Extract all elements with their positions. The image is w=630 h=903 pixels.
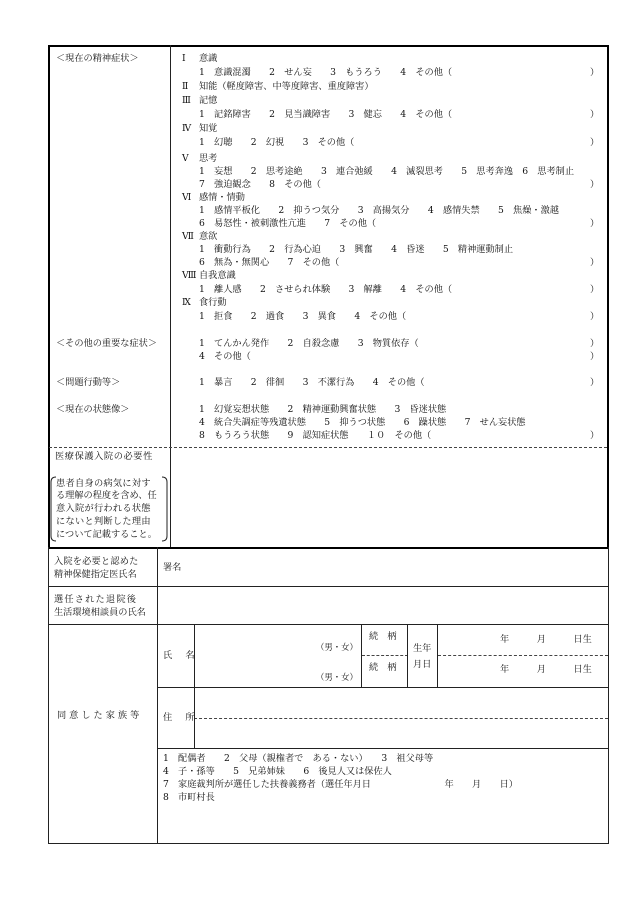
close-paren: ） <box>590 257 600 268</box>
necessity-note-1: 患者自身の病気に対す <box>56 478 151 489</box>
section-title-1: 意識 <box>199 53 218 64</box>
section-title-7: 意欲 <box>199 231 218 242</box>
birth-divider <box>437 624 438 687</box>
family-name-label: 氏 名 <box>163 650 197 661</box>
memory-options: 1 記銘障害 2 見当識障害 3 健忘 4 その他（ <box>199 109 453 120</box>
necessity-note-3: 意入院が行われる状態 <box>56 503 151 514</box>
row-divider-counselor <box>48 624 609 625</box>
close-paren: ） <box>590 109 600 120</box>
section-num-3: Ⅲ <box>182 95 191 106</box>
volition-options-a: 1 衝動行為 2 行為心迫 3 興奮 4 昏迷 5 精神運動制止 <box>199 244 514 255</box>
family-option-2: 4 子・孫等 5 兄弟姉妹 6 後見人又は保佐人 <box>163 766 392 777</box>
family-sex-1[interactable]: （男・女） <box>316 642 358 652</box>
close-paren: ） <box>590 430 600 441</box>
necessity-note-5: について記載すること。 <box>56 529 157 540</box>
counselor-label-1: 選任された退院後 <box>54 594 138 605</box>
family-label: 同意した家族等 <box>57 710 143 721</box>
section-num-6: Ⅵ <box>182 192 192 203</box>
section-num-9: Ⅸ <box>182 297 191 308</box>
other-symptoms-line-1: 1 てんかん発作 2 自殺念慮 3 物質依存（ <box>199 338 419 349</box>
necessity-note-2: る理解の程度を含め、任 <box>56 490 157 501</box>
relation-left-divider <box>361 624 362 687</box>
close-paren: ） <box>590 377 600 388</box>
family-relation-2: 続 柄 <box>369 662 397 673</box>
close-paren: ） <box>590 179 600 190</box>
close-paren: ） <box>590 284 600 295</box>
eating-options: 1 拒食 2 過食 3 異食 4 その他（ <box>199 311 407 322</box>
close-paren: ） <box>590 311 600 322</box>
perception-options: 1 幻聴 2 幻視 3 その他（ <box>199 137 355 148</box>
section-title-4: 知覚 <box>199 123 218 134</box>
doctor-sign-label: 署名 <box>163 562 182 573</box>
section-title-3: 記憶 <box>199 95 218 106</box>
doctor-label-2: 精神保健指定医氏名 <box>54 569 137 580</box>
section-title-6: 感情・情動 <box>199 192 245 203</box>
self-awareness-options: 1 離人感 2 させられ体験 3 解離 4 その他（ <box>199 284 453 295</box>
family-address-field[interactable] <box>197 690 605 746</box>
family-option-4: 8 市町村長 <box>163 792 215 803</box>
doctor-label-1: 入院を必要と認めた <box>54 556 139 567</box>
behavior-options: 1 暴言 2 徘徊 3 不潔行為 4 その他（ <box>199 377 425 388</box>
birth-dashed-line <box>438 655 608 656</box>
section-num-1: Ⅰ <box>182 53 186 64</box>
left-border <box>48 45 50 548</box>
close-paren: ） <box>590 351 600 362</box>
emotion-options-b: 6 易怒性・被刺激性亢進 7 その他（ <box>199 218 377 229</box>
family-birth-label-1: 生年 <box>413 643 432 654</box>
section-num-5: Ⅴ <box>182 153 189 164</box>
section-num-7: Ⅶ <box>182 231 194 242</box>
close-paren: ） <box>590 137 600 148</box>
bottom-right-border <box>608 547 609 844</box>
top-section-bottom-border <box>48 547 609 549</box>
close-paren: ） <box>590 67 600 78</box>
section-title-9: 食行動 <box>199 297 227 308</box>
necessity-input-area[interactable] <box>172 450 606 544</box>
top-border <box>48 45 609 47</box>
row-divider-doctor <box>48 586 609 587</box>
column-divider <box>170 45 171 547</box>
state-line-3: 8 もうろう状態 9 認知症状態 １０ その他（ <box>199 430 432 441</box>
symptoms-label: ＜現在の精神症状＞ <box>56 53 139 64</box>
family-sex-2[interactable]: （男・女） <box>316 672 358 682</box>
necessity-title: 医療保護入院の必要性 <box>55 451 153 462</box>
family-birth-date-1[interactable]: 年 月 日生 <box>500 634 592 645</box>
section-num-8: Ⅷ <box>182 270 197 281</box>
volition-options-b: 6 無為・無関心 7 その他（ <box>199 257 340 268</box>
right-border <box>607 45 609 548</box>
necessity-note-4: にないと判断した理由 <box>56 516 151 527</box>
other-symptoms-line-2: 4 その他（ <box>199 351 251 362</box>
row-divider-name <box>157 687 609 688</box>
behavior-label: ＜問題行動等＞ <box>56 377 121 388</box>
family-birth-label-2: 月日 <box>413 659 432 670</box>
bottom-left-border <box>48 547 49 844</box>
family-inner-divider <box>194 624 195 748</box>
section-num-4: Ⅳ <box>182 123 192 134</box>
close-paren: ） <box>590 218 600 229</box>
family-option-1: 1 配偶者 2 父母（親権者で ある・ない） 3 祖父母等 <box>163 753 434 764</box>
state-line-2: 4 統合失調症等残遺状態 5 抑うつ状態 6 躁状態 7 せん妄状態 <box>199 417 526 428</box>
counselor-label-2: 生活環境相談員の氏名 <box>54 607 146 618</box>
bottom-border <box>48 843 609 844</box>
close-paren: ） <box>590 338 600 349</box>
bottom-column-divider <box>157 547 158 843</box>
row-divider-address <box>157 748 609 749</box>
consciousness-options: 1 意識混濁 2 せん妄 3 もうろう 4 その他（ <box>199 67 453 78</box>
thought-options-b: 7 強迫観念 8 その他（ <box>199 179 321 190</box>
other-symptoms-label: ＜その他の重要な症状＞ <box>56 338 158 349</box>
thought-options-a: 1 妄想 2 思考途絶 3 連合弛緩 4 滅裂思考 5 思考奔逸 6 思考制止 <box>199 166 575 177</box>
state-line-1: 1 幻覚妄想状態 2 精神運動興奮状態 3 昏迷状態 <box>199 404 447 415</box>
counselor-name-field[interactable] <box>160 589 605 622</box>
section-title-2: 知能（軽度障害、中等度障害、重度障害） <box>199 81 374 92</box>
doctor-signature-field[interactable] <box>190 550 605 584</box>
family-relation-1: 続 柄 <box>369 631 397 642</box>
necessity-dashed-divider <box>49 447 607 448</box>
state-label: ＜現在の状態像＞ <box>56 404 130 415</box>
emotion-options-a: 1 感情平板化 2 抑うつ気分 3 高揚気分 4 感情失禁 5 焦燥・激越 <box>199 205 559 216</box>
family-birth-date-2[interactable]: 年 月 日生 <box>500 664 592 675</box>
section-title-8: 自我意識 <box>199 270 236 281</box>
section-num-2: Ⅱ <box>182 81 189 92</box>
family-address-label: 住 所 <box>163 712 197 723</box>
relation-dashed-line <box>362 655 408 656</box>
section-title-5: 思考 <box>199 153 218 164</box>
family-option-3: 7 家庭裁判所が選任した扶養義務者（選任年月日 年 月 日） <box>163 779 518 790</box>
relation-right-divider <box>407 624 408 687</box>
